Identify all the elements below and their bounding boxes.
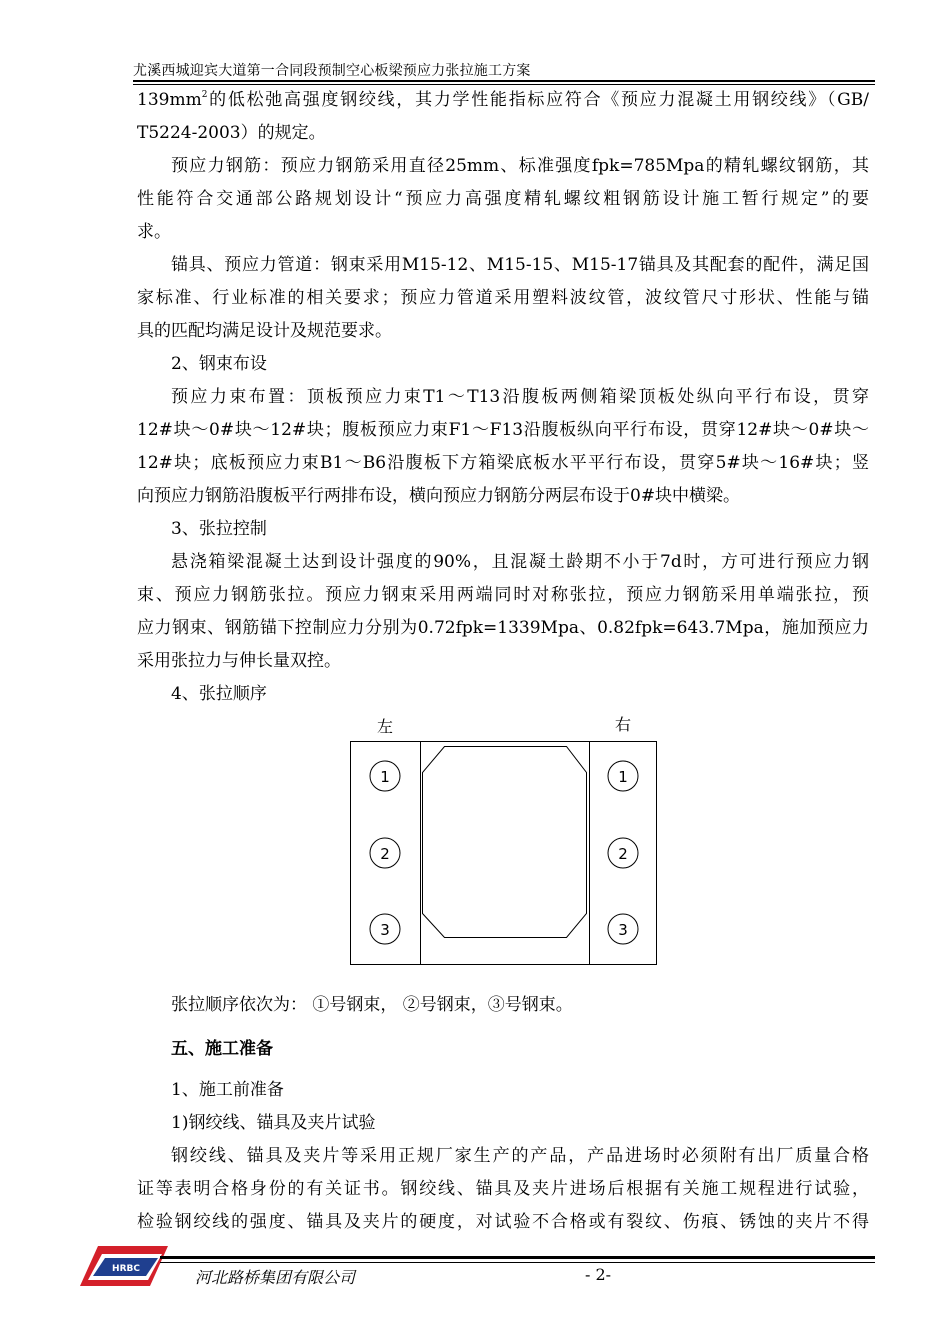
paragraph-line: 向预应力钢筋沿腹板平行两排布设，横向预应力钢筋分两层布设于0#块中横梁。 [137,486,741,506]
marker-label: 1 [618,768,628,786]
paragraph-line: 性能符合交通部公路规划设计“预应力高强度精轧螺纹粗钢筋设计施工暂行规定”的要 [137,189,869,209]
marker-label: 3 [618,921,628,939]
box-girder-section [423,747,587,938]
section-heading: 3、张拉控制 [171,519,267,539]
paragraph-line: 钢绞线、锚具及夹片等采用正规厂家生产的产品，产品进场时必须附有出厂质量合格 [171,1146,869,1166]
paragraph-line: 束、预应力钢筋张拉。预应力钢束采用两端同时对称张拉，预应力钢筋采用单端张拉，预 [137,585,869,605]
superscript: 2 [201,90,208,100]
outer-frame [351,742,657,965]
paragraph-line: 12#块～0#块～12#块；腹板预应力束F1～F13沿腹板纵向平行布设，贯穿12#块～0#块～ [137,420,869,440]
page-number: - 2- [585,1265,612,1284]
footer-rule-thin [160,1262,875,1263]
footer-rule [160,1256,875,1259]
paragraph-line [137,88,869,112]
paragraph-line: 悬浇箱梁混凝土达到设计强度的90%，且混凝土龄期不小于7d时，方可进行预应力钢 [171,552,869,572]
paragraph-line: 预应力钢筋：预应力钢筋采用直径25mm、标准强度fpk=785Mpa的精轧螺纹钢筋，其 [171,156,869,176]
page-header-title: 尤溪西城迎宾大道第一合同段预制空心板梁预应力张拉施工方案 [133,63,531,79]
section-heading: 4、张拉顺序 [171,684,267,704]
paragraph-line: 张拉顺序依次为： ①号钢束， ②号钢束，③号钢束。 [171,995,573,1015]
paragraph-line: 检验钢绞线的强度、锚具及夹片的硬度，对试验不合格或有裂纹、伤痕、锈蚀的夹片不得 [137,1212,869,1232]
header-rule [133,80,875,82]
paragraph-line: 证等表明合格身份的有关证书。钢绞线、锚具及夹片进场后根据有关施工规程进行试验， [137,1179,869,1199]
section-heading: 2、钢束布设 [171,354,267,374]
footer-company-name: 河北路桥集团有限公司 [195,1268,356,1287]
paragraph-line: 应力钢束、钢筋锚下控制应力分别为0.72fpk=1339Mpa、0.82fpk=643.7Mpa，施加预应力 [137,618,869,638]
marker-label: 1 [380,768,390,786]
marker-label: 2 [618,845,628,863]
left-label: 左 [376,717,394,736]
paragraph-line: 家标准、行业标准的相关要求；预应力管道采用塑料波纹管，波纹管尺寸形状、性能与锚 [137,288,869,308]
right-markers [608,761,638,944]
paragraph-line: 12#块；底板预应力束B1～B6沿腹板下方箱梁底板水平平行布设，贯穿5#块～16#块；竖 [137,453,869,473]
text-span: 139mm [137,90,202,110]
marker-label: 2 [380,845,390,863]
paragraph-line: T5224-2003）的规定。 [137,123,326,143]
logo-text: HRBC [112,1264,140,1274]
chapter-heading: 五、施工准备 [171,1039,273,1059]
paragraph-line: 预应力束布置：顶板预应力束T1～T13沿腹板两侧箱梁顶板处纵向平行布设，贯穿 [171,387,869,407]
paragraph-line: 具的匹配均满足设计及规范要求。 [137,321,392,341]
section-heading: 1、施工前准备 [171,1080,284,1100]
text-span: 的低松弛高强度钢绞线，其力学性能指标应符合《预应力混凝土用钢绞线》（GB/ [207,90,869,110]
paragraph-line: 求。 [137,222,171,242]
subsection-heading: 1)钢绞线、锚具及夹片试验 [171,1113,376,1133]
company-logo [78,1240,170,1290]
left-markers [370,761,400,944]
paragraph-line: 采用张拉力与伸长量双控。 [137,651,341,671]
right-label: 右 [614,715,632,734]
marker-label: 3 [380,921,390,939]
paragraph-line: 锚具、预应力管道：钢束采用M15-12、M15-15、M15-17锚具及其配套的配件，满足国 [171,255,869,275]
header-rule-thin [133,84,875,85]
tension-sequence-diagram [340,708,660,970]
